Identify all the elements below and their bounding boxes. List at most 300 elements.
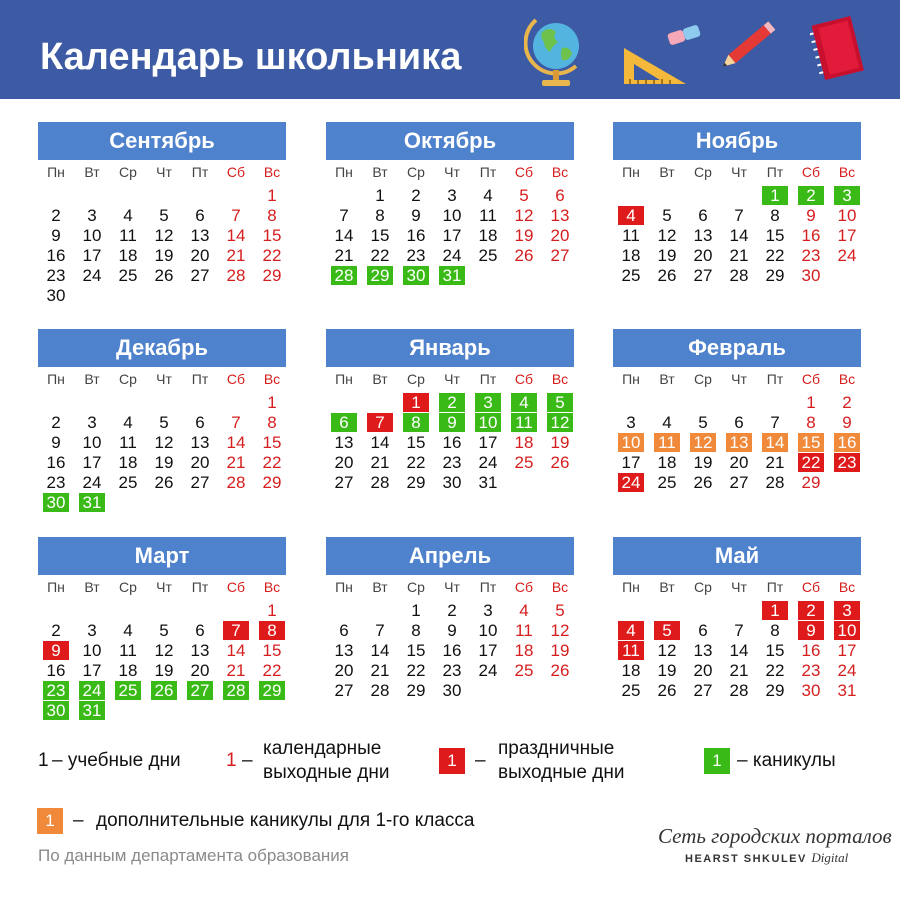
calendar-day: 29 xyxy=(367,266,393,285)
calendar-day: 7 xyxy=(375,621,385,640)
calendar-day: 2 xyxy=(842,393,852,412)
weekday-label: Ср xyxy=(119,579,137,595)
calendar-day: 27 xyxy=(693,681,713,700)
calendar-day: 25 xyxy=(514,453,534,472)
calendar-day: 21 xyxy=(334,246,354,265)
weekday-label: Пт xyxy=(479,579,497,595)
calendar-day: 11 xyxy=(119,433,137,452)
calendar-day: 5 xyxy=(159,206,169,225)
calendar-day: 8 xyxy=(411,621,421,640)
weekday-label: Вс xyxy=(838,371,856,387)
month-title: Октябрь xyxy=(326,122,574,160)
calendar-day: 10 xyxy=(837,206,857,225)
calendar-day: 6 xyxy=(698,206,708,225)
weekday-label: Ср xyxy=(694,371,712,387)
calendar-day: 26 xyxy=(154,266,174,285)
weekday-label: Вт xyxy=(84,164,100,180)
calendar-day: 17 xyxy=(82,661,102,680)
calendar-day: 25 xyxy=(621,681,641,700)
calendar-day: 5 xyxy=(519,186,529,205)
calendar-day: 24 xyxy=(837,246,857,265)
calendar-day: 30 xyxy=(801,681,821,700)
calendar-day: 13 xyxy=(190,226,210,245)
page-title: Календарь школьника xyxy=(40,36,462,78)
calendar-day: 19 xyxy=(154,453,174,472)
weekday-label: Пн xyxy=(622,371,640,387)
calendar-day: 18 xyxy=(621,661,641,680)
calendar-day: 31 xyxy=(439,266,465,285)
weekday-label: Сб xyxy=(801,579,821,595)
calendar-day: 7 xyxy=(231,413,241,432)
weekday-label: Ср xyxy=(407,371,425,387)
calendar-day: 3 xyxy=(483,601,493,620)
legend-vacation-sample: 1 xyxy=(704,748,730,774)
weekday-label: Пт xyxy=(766,164,784,180)
calendar-day: 1 xyxy=(267,393,277,412)
calendar-day: 26 xyxy=(550,661,570,680)
calendar-day: 4 xyxy=(123,206,133,225)
calendar-day: 27 xyxy=(190,266,210,285)
calendar-day: 10 xyxy=(442,206,462,225)
weekday-label: Пт xyxy=(191,579,209,595)
calendar-day: 17 xyxy=(478,433,498,452)
calendar-day: 11 xyxy=(479,206,497,225)
calendar-day: 13 xyxy=(334,433,354,452)
calendar-day: 13 xyxy=(190,433,210,452)
calendar-day: 30 xyxy=(442,681,462,700)
calendar-day: 2 xyxy=(798,601,824,620)
calendar-day: 16 xyxy=(46,246,66,265)
calendar-day: 28 xyxy=(226,266,246,285)
weekday-label: Вс xyxy=(263,579,281,595)
calendar-day: 19 xyxy=(657,246,677,265)
weekday-label: Пн xyxy=(47,164,65,180)
calendar-day: 22 xyxy=(765,246,785,265)
brand-logo: Сеть городских порталов xyxy=(658,824,892,848)
calendar-day: 20 xyxy=(550,226,570,245)
calendar-day: 8 xyxy=(403,413,429,432)
calendar-day: 14 xyxy=(370,433,390,452)
calendar-day: 3 xyxy=(475,393,501,412)
calendar-day: 1 xyxy=(762,601,788,620)
calendar-day: 14 xyxy=(334,226,354,245)
calendar-day: 4 xyxy=(662,413,672,432)
calendar-day: 2 xyxy=(51,621,61,640)
calendar-day: 31 xyxy=(478,473,498,492)
calendar-day: 26 xyxy=(154,473,174,492)
calendar-day: 11 xyxy=(119,641,137,660)
calendar-day: 4 xyxy=(123,413,133,432)
calendar-day: 13 xyxy=(334,641,354,660)
calendar-day: 12 xyxy=(550,621,570,640)
calendar-day: 31 xyxy=(837,681,857,700)
weekday-label: Ср xyxy=(119,371,137,387)
brand-sub-italic: Digital xyxy=(811,850,849,865)
calendar-day: 22 xyxy=(798,453,824,472)
calendar-day: 17 xyxy=(82,453,102,472)
calendar-day: 4 xyxy=(618,621,644,640)
calendar-day: 16 xyxy=(442,433,462,452)
calendar-day: 21 xyxy=(370,661,390,680)
calendar-day: 15 xyxy=(798,433,824,452)
month-title: Апрель xyxy=(326,537,574,575)
calendar-day: 15 xyxy=(406,641,426,660)
calendar-day: 8 xyxy=(375,206,385,225)
calendar-day: 1 xyxy=(267,186,277,205)
calendar-day: 27 xyxy=(693,266,713,285)
calendar-day: 17 xyxy=(837,226,857,245)
month-title: Ноябрь xyxy=(613,122,861,160)
calendar-day: 10 xyxy=(82,433,102,452)
calendar-day: 5 xyxy=(654,621,680,640)
calendar-day: 3 xyxy=(87,413,97,432)
calendar-day: 25 xyxy=(621,266,641,285)
calendar-day: 20 xyxy=(729,453,749,472)
calendar-day: 16 xyxy=(801,226,821,245)
legend-weekend-dash: – xyxy=(242,750,253,771)
calendar-day: 9 xyxy=(51,433,61,452)
weekday-label: Ср xyxy=(694,579,712,595)
month-card xyxy=(326,537,574,737)
calendar-day: 11 xyxy=(119,226,137,245)
calendar-day: 6 xyxy=(195,621,205,640)
weekday-label: Чт xyxy=(444,579,460,595)
weekday-label: Пн xyxy=(622,579,640,595)
calendar-day: 7 xyxy=(734,206,744,225)
calendar-day: 20 xyxy=(693,246,713,265)
calendar-day: 16 xyxy=(46,661,66,680)
calendar-day: 28 xyxy=(765,473,785,492)
weekday-label: Вс xyxy=(551,579,569,595)
calendar-day: 1 xyxy=(806,393,816,412)
calendar-day: 22 xyxy=(370,246,390,265)
calendar-day: 5 xyxy=(159,413,169,432)
calendar-day: 7 xyxy=(734,621,744,640)
calendar-day: 5 xyxy=(555,601,565,620)
calendar-day: 2 xyxy=(439,393,465,412)
calendar-day: 24 xyxy=(837,661,857,680)
calendar-day: 19 xyxy=(693,453,713,472)
calendar-day: 7 xyxy=(770,413,780,432)
calendar-day: 8 xyxy=(770,621,780,640)
weekday-label: Чт xyxy=(444,164,460,180)
month-card xyxy=(38,537,286,737)
weekday-label: Сб xyxy=(226,371,246,387)
calendar-day: 22 xyxy=(765,661,785,680)
calendar-day: 18 xyxy=(118,661,138,680)
calendar-day: 29 xyxy=(259,681,285,700)
weekday-label: Пт xyxy=(766,371,784,387)
calendar-day: 18 xyxy=(118,453,138,472)
weekday-label: Чт xyxy=(156,164,172,180)
weekday-label: Вс xyxy=(263,164,281,180)
calendar-day: 1 xyxy=(411,601,421,620)
calendar-day: 1 xyxy=(375,186,385,205)
calendar-day: 2 xyxy=(51,413,61,432)
weekday-label: Пт xyxy=(766,579,784,595)
calendar-day: 24 xyxy=(82,473,102,492)
calendar-day: 20 xyxy=(190,246,210,265)
calendar-day: 23 xyxy=(46,473,66,492)
calendar-day: 3 xyxy=(87,206,97,225)
calendar-day: 18 xyxy=(118,246,138,265)
calendar-day: 14 xyxy=(762,433,788,452)
calendar-day: 29 xyxy=(262,266,282,285)
calendar-day: 27 xyxy=(550,246,570,265)
calendar-day: 15 xyxy=(262,641,282,660)
weekday-label: Сб xyxy=(514,164,534,180)
legend-holiday-dash: – xyxy=(475,750,486,771)
legend-extra-sample: 1 xyxy=(37,808,63,834)
calendar-day: 10 xyxy=(478,621,498,640)
calendar-day: 13 xyxy=(550,206,570,225)
calendar-day: 21 xyxy=(370,453,390,472)
calendar-day: 5 xyxy=(547,393,573,412)
month-card xyxy=(613,537,861,737)
calendar-day: 28 xyxy=(370,473,390,492)
calendar-day: 18 xyxy=(514,433,534,452)
calendar-day: 1 xyxy=(267,601,277,620)
calendar-day: 6 xyxy=(331,413,357,432)
legend-extra-dash: – xyxy=(73,810,84,831)
calendar-day: 15 xyxy=(262,433,282,452)
calendar-day: 11 xyxy=(654,433,680,452)
calendar-day: 1 xyxy=(762,186,788,205)
calendar-day: 25 xyxy=(118,266,138,285)
calendar-day: 23 xyxy=(801,246,821,265)
calendar-day: 3 xyxy=(834,601,860,620)
legend-vacations: – каникулы xyxy=(737,750,836,771)
month-card xyxy=(326,122,574,322)
weekday-label: Пн xyxy=(47,371,65,387)
month-title: Май xyxy=(613,537,861,575)
weekday-label: Пн xyxy=(335,371,353,387)
calendar-day: 4 xyxy=(483,186,493,205)
calendar-day: 28 xyxy=(729,266,749,285)
calendar-day: 3 xyxy=(87,621,97,640)
month-card xyxy=(38,122,286,322)
weekday-label: Сб xyxy=(801,371,821,387)
calendar-day: 11 xyxy=(618,641,644,660)
calendar-day: 18 xyxy=(657,453,677,472)
calendar-day: 5 xyxy=(159,621,169,640)
calendar-day: 6 xyxy=(555,186,565,205)
calendar-day: 6 xyxy=(698,621,708,640)
legend-study-days: – учебные дни xyxy=(52,750,181,771)
calendar-day: 6 xyxy=(195,413,205,432)
calendar-day: 14 xyxy=(370,641,390,660)
calendar-day: 13 xyxy=(190,641,210,660)
calendar-day: 17 xyxy=(478,641,498,660)
calendar-day: 4 xyxy=(511,393,537,412)
calendar-day: 8 xyxy=(770,206,780,225)
calendar-day: 9 xyxy=(842,413,852,432)
legend-weekend-line2: выходные дни xyxy=(263,762,390,783)
calendar-day: 22 xyxy=(406,661,426,680)
weekday-label: Пт xyxy=(191,371,209,387)
weekday-label: Сб xyxy=(514,371,534,387)
weekday-label: Вс xyxy=(551,371,569,387)
calendar-day: 20 xyxy=(190,661,210,680)
calendar-day: 16 xyxy=(406,226,426,245)
calendar-day: 24 xyxy=(79,681,105,700)
calendar-day: 24 xyxy=(82,266,102,285)
legend-study-sample: 1 xyxy=(38,750,49,771)
calendar-day: 13 xyxy=(693,226,713,245)
calendar-day: 22 xyxy=(262,246,282,265)
calendar-day: 23 xyxy=(442,453,462,472)
calendar-day: 12 xyxy=(154,433,174,452)
calendar-day: 6 xyxy=(734,413,744,432)
calendar-day: 29 xyxy=(801,473,821,492)
calendar-day: 3 xyxy=(626,413,636,432)
calendar-day: 9 xyxy=(51,226,61,245)
weekday-label: Сб xyxy=(226,579,246,595)
calendar-day: 14 xyxy=(226,226,246,245)
weekday-label: Пн xyxy=(622,164,640,180)
calendar-day: 23 xyxy=(43,681,69,700)
calendar-day: 10 xyxy=(618,433,644,452)
calendar-day: 1 xyxy=(403,393,429,412)
calendar-day: 17 xyxy=(837,641,857,660)
calendar-day: 15 xyxy=(406,433,426,452)
weekday-label: Чт xyxy=(731,371,747,387)
calendar-day: 26 xyxy=(657,681,677,700)
calendar-day: 15 xyxy=(765,226,785,245)
month-title: Сентябрь xyxy=(38,122,286,160)
weekday-label: Чт xyxy=(156,371,172,387)
weekday-label: Чт xyxy=(731,164,747,180)
weekday-label: Пн xyxy=(335,164,353,180)
calendar-day: 7 xyxy=(231,206,241,225)
calendar-day: 26 xyxy=(657,266,677,285)
calendar-day: 16 xyxy=(801,641,821,660)
calendar-day: 30 xyxy=(43,493,69,512)
month-title: Декабрь xyxy=(38,329,286,367)
calendar-day: 14 xyxy=(226,641,246,660)
month-card xyxy=(326,329,574,529)
calendar-day: 10 xyxy=(82,641,102,660)
calendar-day: 19 xyxy=(657,661,677,680)
weekday-label: Вт xyxy=(84,579,100,595)
calendar-day: 30 xyxy=(801,266,821,285)
calendar-day: 22 xyxy=(262,453,282,472)
calendar-day: 28 xyxy=(331,266,357,285)
calendar-day: 15 xyxy=(262,226,282,245)
calendar-day: 12 xyxy=(690,433,716,452)
weekday-label: Вт xyxy=(372,164,388,180)
weekday-label: Вс xyxy=(838,164,856,180)
calendar-day: 2 xyxy=(447,601,457,620)
calendar-day: 23 xyxy=(406,246,426,265)
weekday-label: Пт xyxy=(479,164,497,180)
calendar-day: 24 xyxy=(442,246,462,265)
calendar-day: 16 xyxy=(442,641,462,660)
calendar-day: 8 xyxy=(267,413,277,432)
month-title: Март xyxy=(38,537,286,575)
weekday-label: Сб xyxy=(226,164,246,180)
calendar-day: 7 xyxy=(367,413,393,432)
weekday-label: Ср xyxy=(694,164,712,180)
calendar-day: 10 xyxy=(475,413,501,432)
calendar-day: 2 xyxy=(798,186,824,205)
calendar-day: 23 xyxy=(442,661,462,680)
calendar-day: 13 xyxy=(726,433,752,452)
calendar-day: 23 xyxy=(46,266,66,285)
calendar-day: 30 xyxy=(442,473,462,492)
calendar-day: 29 xyxy=(765,681,785,700)
calendar-day: 11 xyxy=(515,621,533,640)
calendar-day: 27 xyxy=(334,473,354,492)
calendar-day: 15 xyxy=(765,641,785,660)
calendar-day: 12 xyxy=(547,413,573,432)
month-card xyxy=(38,329,286,529)
calendar-day: 4 xyxy=(519,601,529,620)
weekday-label: Сб xyxy=(514,579,534,595)
weekday-label: Вт xyxy=(659,164,675,180)
weekday-label: Вс xyxy=(263,371,281,387)
calendar-day: 5 xyxy=(662,206,672,225)
weekday-label: Пн xyxy=(47,579,65,595)
calendar-day: 26 xyxy=(151,681,177,700)
calendar-day: 20 xyxy=(334,453,354,472)
calendar-day: 28 xyxy=(729,681,749,700)
calendar-day: 25 xyxy=(657,473,677,492)
weekday-label: Вс xyxy=(551,164,569,180)
calendar-day: 9 xyxy=(806,206,816,225)
calendar-day: 5 xyxy=(698,413,708,432)
calendar-day: 26 xyxy=(693,473,713,492)
calendar-day: 6 xyxy=(339,621,349,640)
calendar-day: 21 xyxy=(226,246,246,265)
calendar-day: 14 xyxy=(729,226,749,245)
calendar-day: 7 xyxy=(339,206,349,225)
legend-extra-vacation: дополнительные каникулы для 1-го класса xyxy=(96,810,475,831)
calendar-day: 10 xyxy=(834,621,860,640)
month-card xyxy=(613,122,861,322)
calendar-day: 9 xyxy=(439,413,465,432)
calendar-day: 8 xyxy=(259,621,285,640)
calendar-day: 2 xyxy=(411,186,421,205)
calendar-day: 8 xyxy=(267,206,277,225)
legend-weekend-line1: календарные xyxy=(263,738,382,759)
calendar-day: 4 xyxy=(618,206,644,225)
calendar-day: 6 xyxy=(195,206,205,225)
brand-subtitle xyxy=(685,850,848,866)
calendar-day: 4 xyxy=(123,621,133,640)
calendar-day: 21 xyxy=(729,661,749,680)
calendar-day: 27 xyxy=(334,681,354,700)
calendar-day: 19 xyxy=(550,641,570,660)
calendar-day: 21 xyxy=(765,453,785,472)
calendar-day: 31 xyxy=(79,493,105,512)
calendar-day: 21 xyxy=(729,246,749,265)
calendar-day: 21 xyxy=(226,661,246,680)
calendar-day: 20 xyxy=(693,661,713,680)
calendar-day: 21 xyxy=(226,453,246,472)
calendar-day: 15 xyxy=(370,226,390,245)
legend-weekend-sample: 1 xyxy=(226,750,237,771)
weekday-label: Вт xyxy=(659,579,675,595)
weekday-label: Вс xyxy=(838,579,856,595)
calendar-day: 9 xyxy=(411,206,421,225)
calendar-day: 25 xyxy=(514,661,534,680)
calendar-day: 11 xyxy=(511,413,537,432)
weekday-label: Пт xyxy=(479,371,497,387)
calendar-day: 24 xyxy=(618,473,644,492)
calendar-day: 9 xyxy=(43,641,69,660)
calendar-day: 17 xyxy=(442,226,462,245)
